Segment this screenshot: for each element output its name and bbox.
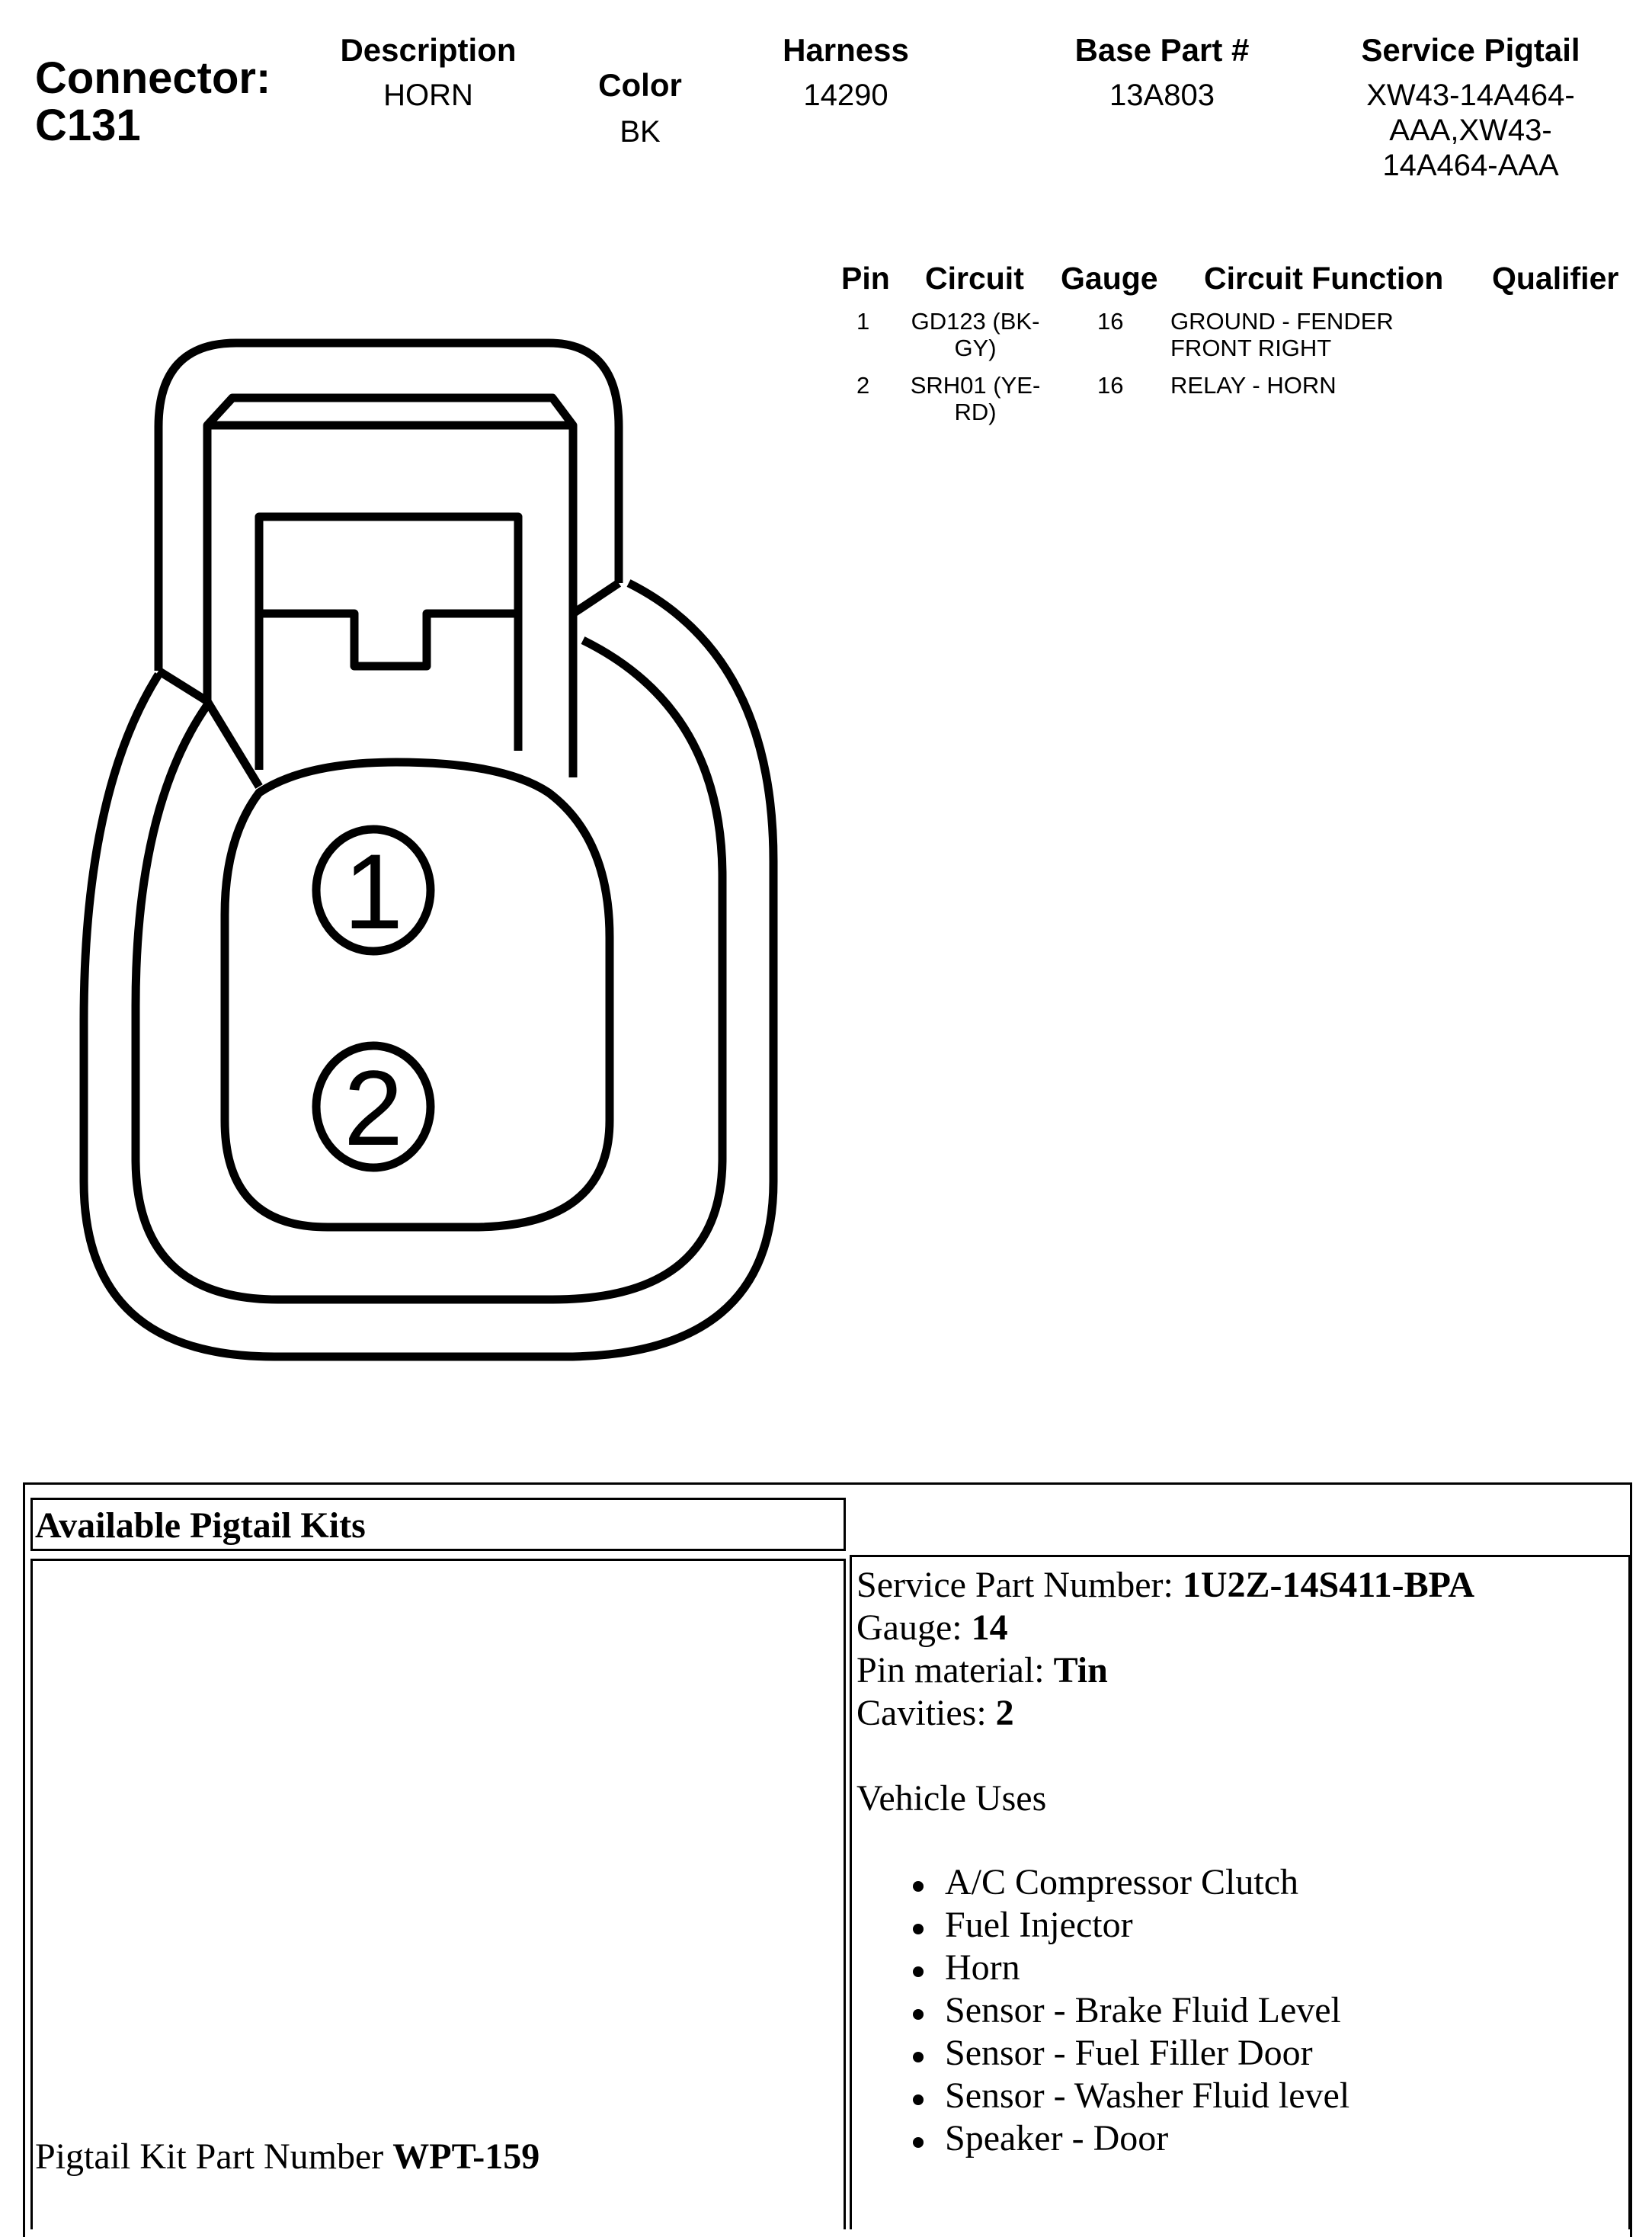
description-value: HORN [383,79,473,112]
connector-title [35,55,271,149]
pin-material-label: Pin material: [856,1650,1054,1691]
latch-bevel-right [573,583,619,614]
table-row-pin: 1 [856,308,870,335]
service-pigtail-value [1341,78,1600,183]
kit-part-label: Pigtail Kit Part Number [35,2136,393,2177]
kit-cavities [856,1692,1474,1735]
vehicle-uses-list [945,1861,1349,2160]
kit-part-value: WPT-159 [392,2136,540,2177]
harness-label: Harness [783,32,909,68]
circuit-line: GY) [954,335,997,361]
connector-body-outer [84,583,773,1357]
service-part-value: 1U2Z-14S411-BPA [1182,1565,1475,1605]
circuit-line: GD123 (BK- [911,308,1040,335]
connector-face-diagram [76,335,792,1372]
pigtail-kit-image-cell [30,1559,846,2229]
service-pigtail-line: 14A464-AAA [1382,149,1559,182]
service-pigtail-label: Service Pigtail [1361,32,1580,68]
base-part-label: Base Part # [1074,32,1250,68]
connector-id: C131 [35,101,141,150]
table-row-pin: 2 [856,372,870,399]
kit-gauge-label: Gauge: [856,1607,972,1648]
function-line: RELAY - HORN [1170,372,1337,399]
pin-cavity-outline [225,762,610,1227]
pin-1-label: 1 [344,832,403,951]
gauge-col-header: Gauge [1061,261,1158,296]
color-value: BK [620,115,661,149]
pin-material-value: Tin [1053,1650,1108,1691]
service-part-number [856,1564,1474,1607]
pigtail-kits-title: Available Pigtail Kits [35,1505,366,1546]
latch-tab-outline [259,517,518,770]
service-part-label: Service Part Number: [856,1565,1183,1605]
connector-title-label: Connector: [35,53,271,103]
table-row-gauge: 16 [1097,308,1124,335]
kit-spec-block [856,1564,1474,1820]
base-part-value: 13A803 [1109,79,1215,112]
kit-gauge-value: 14 [971,1607,1008,1648]
latch-bevel-left-inner [207,701,259,787]
kit-gauge [856,1607,1474,1649]
table-row-circuit [899,308,1052,361]
service-pigtail-line: AAA,XW43- [1389,114,1552,147]
list-item: Horn [945,1947,1349,1989]
vehicle-uses-label: Vehicle Uses [856,1778,1047,1819]
list-item: Sensor - Brake Fluid Level [945,1989,1349,2032]
latch-housing-outline [158,343,619,671]
function-line: FRONT RIGHT [1170,335,1332,361]
list-item: Sensor - Washer Fluid level [945,2075,1350,2116]
function-col-header: Circuit Function [1204,261,1444,296]
description-label: Description [340,32,517,68]
pin-2-label: 2 [344,1048,403,1168]
color-label: Color [598,67,682,103]
list-item: Fuel Injector [945,1904,1349,1947]
list-item: Speaker - Door [945,2117,1349,2160]
table-row-gauge: 16 [1097,372,1124,399]
qualifier-col-header: Qualifier [1492,261,1619,296]
harness-value: 14290 [803,79,888,112]
list-item: Sensor - Fuel Filler Door [945,2032,1349,2075]
circuit-col-header: Circuit [925,261,1024,296]
cavities-label: Cavities: [856,1693,996,1733]
table-row-circuit [899,372,1052,425]
list-item: A/C Compressor Clutch [945,1861,1349,1904]
kit-pin-material [856,1649,1474,1692]
service-pigtail-line: XW43-14A464- [1366,79,1575,112]
pigtail-kit-part-number [35,2136,539,2178]
table-row-function [1170,372,1337,399]
function-line: GROUND - FENDER [1170,308,1394,335]
circuit-line: SRH01 (YE- [910,372,1041,399]
latch-bevel-left [158,671,207,701]
pin-col-header: Pin [841,261,890,296]
cavities-value: 2 [995,1693,1014,1733]
latch-notch [259,614,518,666]
circuit-line: RD) [954,399,997,425]
table-row-function [1170,308,1394,361]
